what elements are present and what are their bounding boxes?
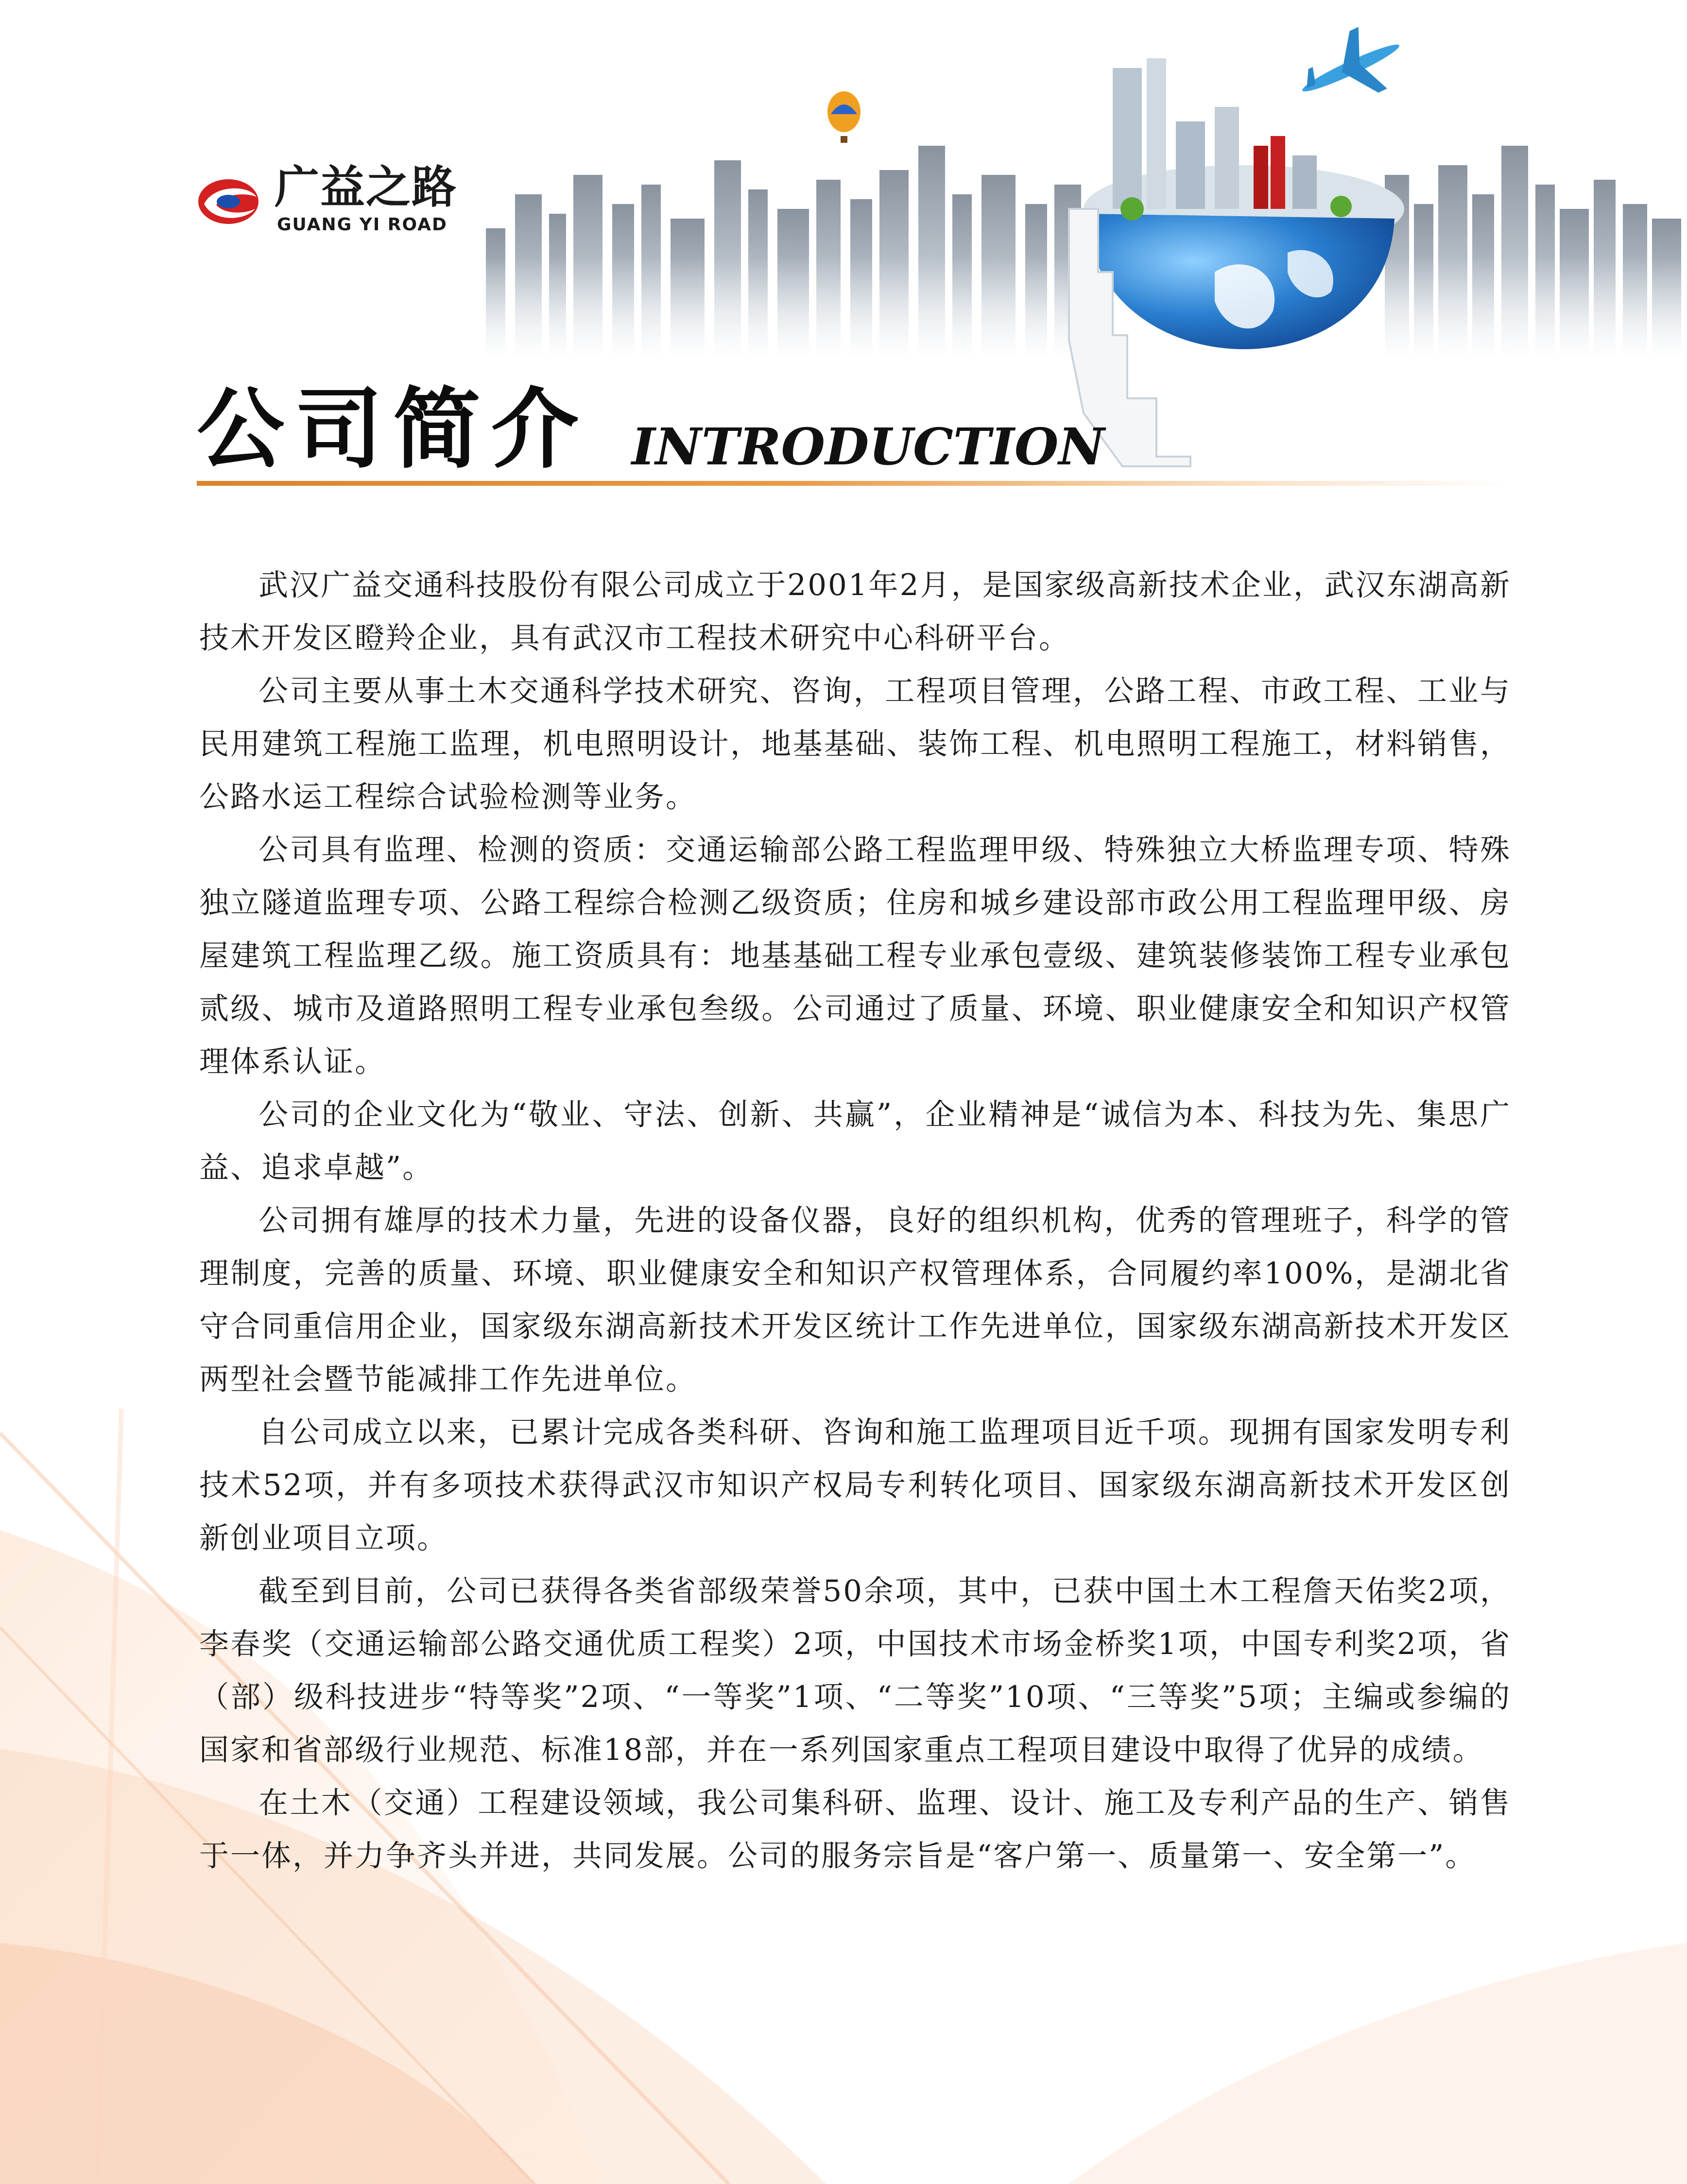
paragraph: 自公司成立以来，已累计完成各类科研、咨询和施工监理项目近千项。现拥有国家发明专利技术52项，并有多项技术获得武汉市知识产权局专利转化项目、国家级东湖高新技术开发区创新创业项目立项。: [199, 1415, 1511, 1555]
swirl-logo-icon: [194, 175, 262, 228]
title-underline: [197, 481, 1509, 486]
city-skyline-image: [437, 146, 1686, 369]
logo-english-text: GUANG YI ROAD: [277, 215, 448, 235]
hot-air-balloon-icon: [827, 91, 861, 143]
airplane-icon: [1288, 15, 1414, 121]
paragraph: 截至到目前，公司已获得各类省部级荣誉50余项，其中，已获中国土木工程詹天佑奖2项，李春奖（交通运输部公路交通优质工程奖）2项，中国技术市场金桥奖1项，中国专利奖2项，省（部）级科技进步“特等奖”2项、“一等奖”1项、“二等奖”10项、“三等奖”5项；主编或参编的国家和省部级行业规范、标准18部，并在一系列国家重点工程项目建设中取得了优异的成绩。: [199, 1574, 1511, 1767]
page-title: 公司简介: [197, 379, 590, 480]
globe-staircase-image: [1069, 58, 1404, 466]
paragraph: 公司拥有雄厚的技术力量，先进的设备仪器，良好的组织机构，优秀的管理班子，科学的管理制度，完善的质量、环境、职业健康安全和知识产权管理体系，合同履约率100%，是湖北省守合同重信用企业，国家级东湖高新技术开发区统计工作先进单位，国家级东湖高新技术开发区两型社会暨节能减排工作先进单位。: [199, 1203, 1511, 1397]
paragraph: 公司具有监理、检测的资质：交通运输部公路工程监理甲级、特殊独立大桥监理专项、特殊独立隧道监理专项、公路工程综合检测乙级资质；住房和城乡建设部市政公用工程监理甲级、房屋建筑工程监理乙级。施工资质具有：地基基础工程专业承包壹级、建筑装修装饰工程专业承包贰级、城市及道路照明工程专业承包叁级。公司通过了质量、环境、职业健康安全和知识产权管理体系认证。: [199, 833, 1511, 1079]
paragraph: 公司主要从事土木交通科学技术研究、咨询，工程项目管理，公路工程、市政工程、工业与民用建筑工程施工监理，机电照明设计，地基基础、装饰工程、机电照明工程施工，材料销售，公路水运工程综合试验检测等业务。: [199, 674, 1511, 814]
page-subtitle: INTRODUCTION: [632, 417, 1105, 477]
introduction-body: [199, 559, 1511, 1882]
paragraph: 在土木（交通）工程建设领域，我公司集科研、监理、设计、施工及专利产品的生产、销售于一体，并力争齐头并进，共同发展。公司的服务宗旨是“客户第一、质量第一、安全第一”。: [199, 1786, 1511, 1873]
paragraph: 公司的企业文化为“敬业、守法、创新、共赢”，企业精神是“诚信为本、科技为先、集思广益、追求卓越”。: [199, 1097, 1511, 1185]
company-logo: [194, 161, 466, 243]
logo-chinese-text: 广益之路: [275, 161, 458, 213]
paragraph: 武汉广益交通科技股份有限公司成立于2001年2月，是国家级高新技术企业，武汉东湖高新技术开发区瞪羚企业，具有武汉市工程技术研究中心科研平台。: [199, 568, 1511, 655]
